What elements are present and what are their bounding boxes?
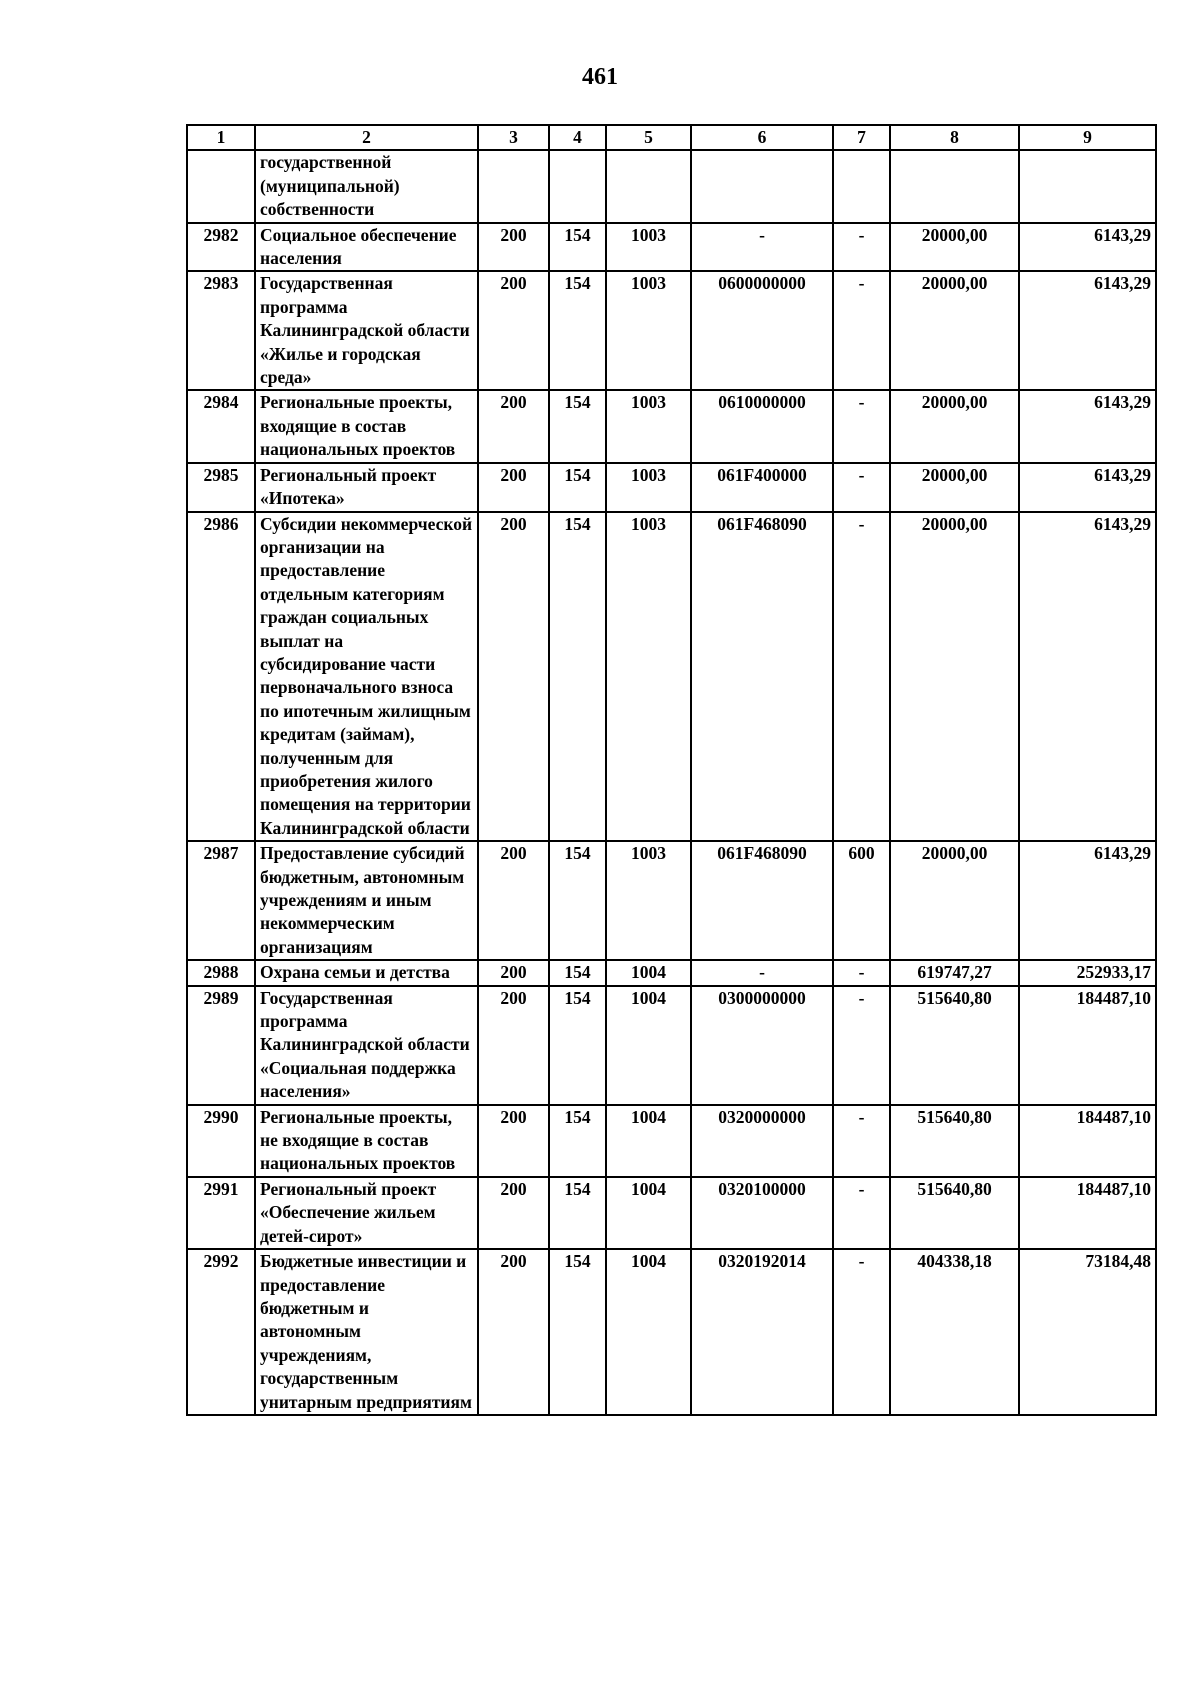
row-col-9: 6143,29 <box>1019 463 1156 512</box>
row-col-9: 6143,29 <box>1019 271 1156 390</box>
row-col-4: 154 <box>549 986 606 1105</box>
header-row <box>187 125 1156 150</box>
row-col-8 <box>890 150 1019 222</box>
row-col-5: 1004 <box>606 1177 691 1249</box>
header-col-3: 3 <box>478 125 549 150</box>
row-number <box>187 150 255 222</box>
row-name: Бюджетные инвестиции и предоставление бюджетным и автономным учреждениям, государственным унитарным предприятиям <box>255 1249 478 1415</box>
table-row <box>187 271 1156 390</box>
row-col-5: 1003 <box>606 512 691 842</box>
row-col-3: 200 <box>478 223 549 272</box>
row-col-6: 0320000000 <box>691 1105 833 1177</box>
row-name: Региональные проекты, не входящие в состав национальных проектов <box>255 1105 478 1177</box>
row-col-3: 200 <box>478 1249 549 1415</box>
row-col-7: - <box>833 960 890 985</box>
row-col-9: 6143,29 <box>1019 841 1156 960</box>
row-col-5: 1004 <box>606 1105 691 1177</box>
row-number: 2990 <box>187 1105 255 1177</box>
table-row <box>187 1177 1156 1249</box>
row-col-7: - <box>833 512 890 842</box>
row-col-6: 0300000000 <box>691 986 833 1105</box>
row-col-7: - <box>833 223 890 272</box>
row-col-6: 061F468090 <box>691 841 833 960</box>
table-row <box>187 986 1156 1105</box>
row-number: 2984 <box>187 390 255 462</box>
row-col-9: 6143,29 <box>1019 223 1156 272</box>
row-number: 2989 <box>187 986 255 1105</box>
row-col-8: 404338,18 <box>890 1249 1019 1415</box>
row-col-9: 6143,29 <box>1019 512 1156 842</box>
row-col-7: - <box>833 463 890 512</box>
row-col-3: 200 <box>478 271 549 390</box>
page-number: 461 <box>582 64 618 90</box>
row-col-7: 600 <box>833 841 890 960</box>
row-col-4: 154 <box>549 512 606 842</box>
row-col-6: - <box>691 223 833 272</box>
row-col-6: 0320100000 <box>691 1177 833 1249</box>
row-number: 2985 <box>187 463 255 512</box>
row-col-4: 154 <box>549 271 606 390</box>
row-col-5: 1004 <box>606 1249 691 1415</box>
row-col-5: 1003 <box>606 390 691 462</box>
table-body <box>187 150 1156 1415</box>
row-col-3: 200 <box>478 986 549 1105</box>
row-col-6: - <box>691 960 833 985</box>
row-col-8: 515640,80 <box>890 1105 1019 1177</box>
row-col-5: 1003 <box>606 841 691 960</box>
row-col-4: 154 <box>549 463 606 512</box>
row-col-7 <box>833 150 890 222</box>
row-col-4: 154 <box>549 1105 606 1177</box>
row-col-7: - <box>833 986 890 1105</box>
row-col-8: 515640,80 <box>890 986 1019 1105</box>
row-col-8: 20000,00 <box>890 841 1019 960</box>
row-name: Региональный проект «Обеспечение жильем детей-сирот» <box>255 1177 478 1249</box>
row-col-6: 0600000000 <box>691 271 833 390</box>
row-col-9: 184487,10 <box>1019 1177 1156 1249</box>
row-col-5: 1003 <box>606 223 691 272</box>
row-name: Охрана семьи и детства <box>255 960 478 985</box>
row-col-4 <box>549 150 606 222</box>
header-col-9: 9 <box>1019 125 1156 150</box>
row-col-6: 0610000000 <box>691 390 833 462</box>
row-col-4: 154 <box>549 1177 606 1249</box>
header-col-2: 2 <box>255 125 478 150</box>
row-col-3 <box>478 150 549 222</box>
table-row <box>187 223 1156 272</box>
row-number: 2986 <box>187 512 255 842</box>
table-row <box>187 463 1156 512</box>
header-col-7: 7 <box>833 125 890 150</box>
row-col-3: 200 <box>478 1105 549 1177</box>
table-row <box>187 1105 1156 1177</box>
row-col-7: - <box>833 390 890 462</box>
row-col-6: 061F468090 <box>691 512 833 842</box>
row-name: Предоставление субсидий бюджетным, автономным учреждениям и иным некоммерческим организациям <box>255 841 478 960</box>
row-col-6: 061F400000 <box>691 463 833 512</box>
table-row <box>187 390 1156 462</box>
row-col-6 <box>691 150 833 222</box>
row-col-9: 184487,10 <box>1019 1105 1156 1177</box>
row-name: Государственная программа Калининградской области «Социальная поддержка населения» <box>255 986 478 1105</box>
header-col-4: 4 <box>549 125 606 150</box>
row-name: Региональные проекты, входящие в состав национальных проектов <box>255 390 478 462</box>
row-col-8: 20000,00 <box>890 223 1019 272</box>
row-col-9: 6143,29 <box>1019 390 1156 462</box>
row-col-8: 619747,27 <box>890 960 1019 985</box>
row-number: 2982 <box>187 223 255 272</box>
row-name: Социальное обеспечение населения <box>255 223 478 272</box>
row-col-6: 0320192014 <box>691 1249 833 1415</box>
table-row <box>187 841 1156 960</box>
row-col-8: 20000,00 <box>890 390 1019 462</box>
row-col-9: 252933,17 <box>1019 960 1156 985</box>
row-col-5: 1004 <box>606 960 691 985</box>
row-name: государственной (муниципальной) собственности <box>255 150 478 222</box>
row-col-4: 154 <box>549 1249 606 1415</box>
row-col-8: 20000,00 <box>890 463 1019 512</box>
row-col-5 <box>606 150 691 222</box>
row-col-7: - <box>833 1249 890 1415</box>
row-col-7: - <box>833 1177 890 1249</box>
row-col-4: 154 <box>549 223 606 272</box>
row-col-7: - <box>833 1105 890 1177</box>
row-col-3: 200 <box>478 960 549 985</box>
row-col-4: 154 <box>549 841 606 960</box>
row-col-3: 200 <box>478 512 549 842</box>
row-col-9: 184487,10 <box>1019 986 1156 1105</box>
row-col-8: 515640,80 <box>890 1177 1019 1249</box>
row-number: 2987 <box>187 841 255 960</box>
header-col-1: 1 <box>187 125 255 150</box>
table-row <box>187 150 1156 222</box>
row-col-3: 200 <box>478 841 549 960</box>
row-col-5: 1003 <box>606 463 691 512</box>
table-row <box>187 960 1156 985</box>
row-name: Субсидии некоммерческой организации на предоставление отдельным категориям граждан социальных выплат на субсидирование части первоначального взноса по ипотечным жилищным кредитам (займам), полученным для приобретения жилого помещения на территории Калининградской области <box>255 512 478 842</box>
row-col-3: 200 <box>478 390 549 462</box>
row-col-8: 20000,00 <box>890 512 1019 842</box>
header-col-8: 8 <box>890 125 1019 150</box>
row-col-5: 1004 <box>606 986 691 1105</box>
row-col-8: 20000,00 <box>890 271 1019 390</box>
table-header <box>187 125 1156 150</box>
row-col-9: 73184,48 <box>1019 1249 1156 1415</box>
row-number: 2991 <box>187 1177 255 1249</box>
row-col-5: 1003 <box>606 271 691 390</box>
header-col-6: 6 <box>691 125 833 150</box>
row-name: Региональный проект «Ипотека» <box>255 463 478 512</box>
budget-table <box>186 124 1157 1416</box>
row-col-9 <box>1019 150 1156 222</box>
table-row <box>187 1249 1156 1415</box>
row-number: 2983 <box>187 271 255 390</box>
row-col-3: 200 <box>478 1177 549 1249</box>
row-col-4: 154 <box>549 390 606 462</box>
row-number: 2988 <box>187 960 255 985</box>
header-col-5: 5 <box>606 125 691 150</box>
row-col-4: 154 <box>549 960 606 985</box>
row-col-3: 200 <box>478 463 549 512</box>
row-col-7: - <box>833 271 890 390</box>
row-number: 2992 <box>187 1249 255 1415</box>
table-row <box>187 512 1156 842</box>
row-name: Государственная программа Калининградской области «Жилье и городская среда» <box>255 271 478 390</box>
